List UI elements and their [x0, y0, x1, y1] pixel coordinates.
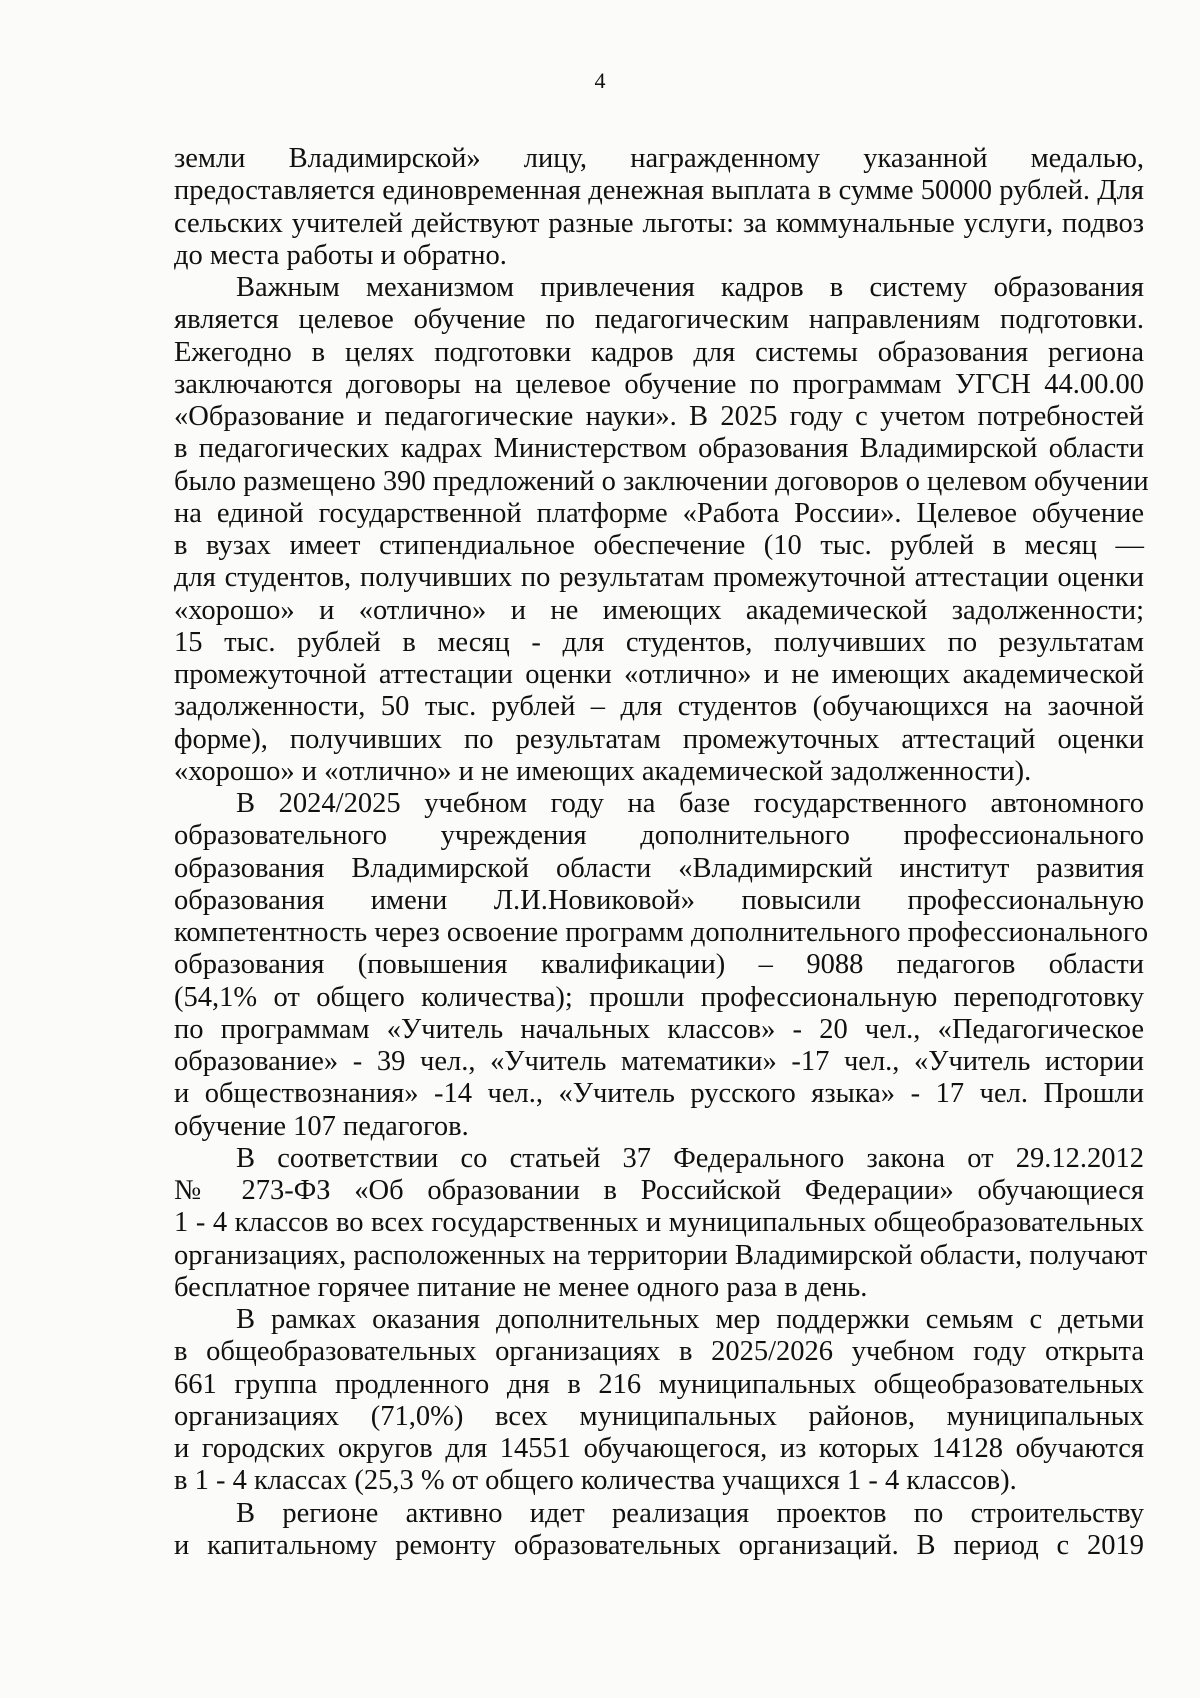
- text-line: организациях, расположенных на территории Владимирской области, получают: [174, 1239, 1148, 1271]
- text-line: промежуточной аттестации оценки «отлично» и не имеющих академической: [174, 659, 1144, 690]
- paragraph-extended-day-groups: [174, 1304, 1144, 1498]
- text-line: и капитальному ремонту образовательных организаций. В период с 2019: [174, 1529, 1144, 1561]
- text-line: В соответствии со статьей 37 Федерального закона от 29.12.2012: [236, 1142, 1144, 1174]
- text-line: заключаются договоры на целевое обучение по программам УГСН 44.00.00: [174, 368, 1144, 400]
- text-line: (54,1% от общего количества); прошли профессиональную переподготовку: [174, 981, 1144, 1013]
- text-line: «Образование и педагогические науки». В 2025 году с учетом потребностей: [174, 401, 1144, 432]
- text-line: Важным механизмом привлечения кадров в систему образования: [236, 272, 1144, 303]
- page-number: 4: [594, 68, 606, 93]
- text-line: 661 группа продленного дня в 216 муниципальных общеобразовательных: [174, 1368, 1144, 1400]
- text-line: в педагогических кадрах Министерством образования Владимирской области: [174, 433, 1144, 465]
- text-line: земли Владимирской» лицу, награжденному указанной медалью,: [174, 143, 1144, 174]
- text-line: до места работы и обратно.: [174, 239, 507, 271]
- text-line: и обществознания» -14 чел., «Учитель русского языка» - 17 чел. Прошли: [174, 1078, 1144, 1110]
- text-line: бесплатное горячее питание не менее одного раза в день.: [174, 1271, 868, 1303]
- text-line: организациях (71,0%) всех муниципальных районов, муниципальных: [174, 1400, 1144, 1432]
- text-line: по программам «Учитель начальных классов» - 20 чел., «Педагогическое: [174, 1013, 1144, 1045]
- paragraph-targeted-training: [174, 272, 1149, 788]
- text-line: обучение 107 педагогов.: [174, 1110, 469, 1142]
- text-line: В рамках оказания дополнительных мер поддержки семьям с детьми: [236, 1304, 1144, 1335]
- text-line: сельских учителей действуют разные льготы: за коммунальные услуги, подвоз: [174, 207, 1144, 239]
- text-line: форме), получивших по результатам промежуточных аттестаций оценки: [174, 723, 1144, 755]
- text-line: для студентов, получивших по результатам промежуточной аттестации оценки: [174, 562, 1144, 594]
- text-line: на единой государственной платформе «Работа России». Целевое обучение: [174, 497, 1144, 529]
- text-line: 15 тыс. рублей в месяц - для студентов, получивших по результатам: [174, 626, 1144, 658]
- paragraph-professional-development: [174, 788, 1149, 1143]
- text-line: Ежегодно в целях подготовки кадров для системы образования региона: [174, 336, 1144, 368]
- document-body: [174, 143, 1149, 1562]
- text-line: «хорошо» и «отлично» и не имеющих академической задолженности;: [174, 594, 1144, 626]
- text-line: и городских округов для 14551 обучающегося, из которых 14128 обучаются: [174, 1433, 1144, 1464]
- text-line: является целевое обучение по педагогическим направлениям подготовки.: [174, 304, 1144, 336]
- text-line: компетентность через освоение программ дополнительного профессионального: [174, 917, 1149, 948]
- text-line: образовательного учреждения дополнительного профессионального: [174, 820, 1144, 852]
- paragraph-medal-payment: [174, 143, 1144, 272]
- text-line: № 273-ФЗ «Об образовании в Российской Федерации» обучающиеся: [174, 1175, 1144, 1206]
- text-line: образования Владимирской области «Владимирский институт развития: [174, 852, 1144, 884]
- text-line: «хорошо» и «отлично» и не имеющих академической задолженности).: [174, 755, 1032, 787]
- paragraph-free-meals: [174, 1142, 1148, 1304]
- text-line: в 1 - 4 классах (25,3 % от общего количества учащихся 1 - 4 классов).: [174, 1465, 1017, 1497]
- text-line: задолженности, 50 тыс. рублей – для студентов (обучающихся на заочной: [174, 691, 1144, 723]
- text-line: образование» - 39 чел., «Учитель математики» -17 чел., «Учитель истории: [174, 1046, 1144, 1077]
- text-line: было размещено 390 предложений о заключении договоров о целевом обучении: [174, 465, 1149, 497]
- text-line: образования имени Л.И.Новиковой» повысили профессиональную: [174, 884, 1144, 916]
- text-line: предоставляется единовременная денежная выплата в сумме 50000 рублей. Для: [174, 175, 1144, 207]
- paragraph-construction-projects: [174, 1498, 1144, 1563]
- text-line: в вузах имеет стипендиальное обеспечение (10 тыс. рублей в месяц —: [174, 530, 1144, 561]
- text-line: образования (повышения квалификации) – 9088 педагогов области: [174, 949, 1144, 981]
- text-line: в общеобразовательных организациях в 2025/2026 учебном году открыта: [174, 1336, 1144, 1368]
- text-line: 1 - 4 классов во всех государственных и муниципальных общеобразовательных: [174, 1207, 1144, 1239]
- text-line: В регионе активно идет реализация проектов по строительству: [236, 1497, 1144, 1529]
- text-line: В 2024/2025 учебном году на базе государственного автономного: [236, 788, 1144, 819]
